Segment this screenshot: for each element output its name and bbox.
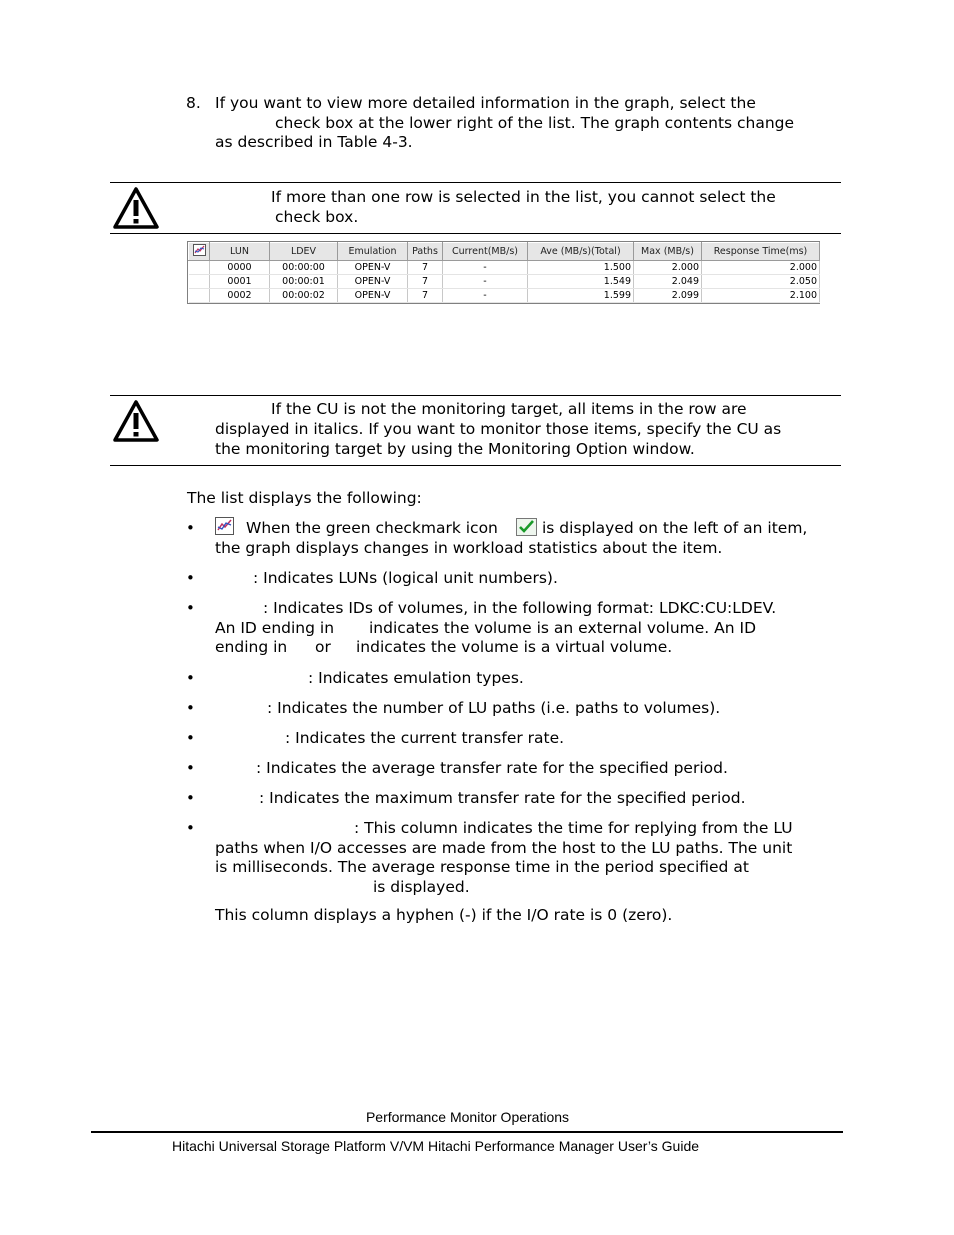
table-row[interactable]: [189, 261, 820, 275]
bullet-3-text-c2: or: [315, 638, 331, 656]
lun-cell: 0001: [210, 275, 270, 289]
ldev-cell: 00:00:02: [270, 289, 338, 303]
column-header-emulation[interactable]: Emulation: [338, 243, 408, 261]
warning-triangle-icon: [112, 399, 160, 443]
bullet-3-text-b1: An ID ending in: [215, 619, 335, 637]
note2-line-1: If the CU is not the monitoring target, all items in the row are: [271, 400, 747, 418]
graph-checkbox-cell[interactable]: [189, 261, 210, 275]
paths-cell: 7: [408, 261, 443, 275]
note1-top-rule: [110, 182, 841, 183]
ave-cell: 1.549: [528, 275, 634, 289]
note1-line-1: If more than one row is selected in the list, you cannot select the: [271, 188, 776, 206]
bullet-7-text: : Indicates the average transfer rate for the specified period.: [256, 759, 728, 777]
bullet-dot: •: [186, 599, 195, 617]
bullet-9-text-d: is displayed.: [373, 878, 470, 896]
graph-checkbox-cell[interactable]: [189, 275, 210, 289]
note1-bottom-rule: [110, 233, 841, 234]
bullet-3-text-b2: indicates the volume is an external volume. An ID: [369, 619, 757, 637]
bullet-8-text: : Indicates the maximum transfer rate for the specified period.: [259, 789, 746, 807]
column-header-response-time[interactable]: Response Time(ms): [702, 243, 820, 261]
emulation-cell: OPEN-V: [338, 289, 408, 303]
ldev-cell: 00:00:01: [270, 275, 338, 289]
emulation-cell: OPEN-V: [338, 261, 408, 275]
table-header-row: [189, 243, 820, 261]
max-cell: 2.049: [634, 275, 702, 289]
response-time-cell: 2.050: [702, 275, 820, 289]
bullet-1-text-a: When the green checkmark icon: [246, 519, 498, 537]
bullet-3-text-a: : Indicates IDs of volumes, in the following format: LDKC:CU:LDEV.: [263, 599, 777, 617]
bullet-dot: •: [186, 519, 195, 537]
bullet-dot: •: [186, 789, 195, 807]
step-line-3: as described in Table 4-3.: [215, 133, 413, 151]
current-cell: -: [443, 275, 528, 289]
bullet-3-text-c1: ending in: [215, 638, 288, 656]
lun-cell: 0002: [210, 289, 270, 303]
green-checkmark-icon: [516, 518, 537, 536]
lun-cell: 0000: [210, 261, 270, 275]
table-row[interactable]: [189, 275, 820, 289]
emulation-cell: OPEN-V: [338, 275, 408, 289]
graph-checkbox-cell[interactable]: [189, 289, 210, 303]
column-header-ldev[interactable]: LDEV: [270, 243, 338, 261]
column-header-lun[interactable]: LUN: [210, 243, 270, 261]
max-cell: 2.000: [634, 261, 702, 275]
paths-cell: 7: [408, 275, 443, 289]
paths-cell: 7: [408, 289, 443, 303]
bullet-dot: •: [186, 819, 195, 837]
ave-cell: 1.599: [528, 289, 634, 303]
note1-line-2: check box.: [275, 208, 359, 226]
warning-triangle-icon: [112, 186, 160, 230]
table-row[interactable]: [189, 289, 820, 303]
list-intro: The list displays the following:: [187, 489, 422, 507]
bullet-dot: •: [186, 759, 195, 777]
ldev-cell: 00:00:00: [270, 261, 338, 275]
footer-rule: [91, 1131, 843, 1133]
note2-line-3: the monitoring target by using the Monitoring Option window.: [215, 440, 695, 458]
bullet-5-text: : Indicates the number of LU paths (i.e. paths to volumes).: [267, 699, 721, 717]
bullet-9-text-c: is milliseconds. The average response time in the period specified at: [215, 858, 749, 876]
note2-line-2: displayed in italics. If you want to monitor those items, specify the CU as: [215, 420, 782, 438]
column-header-max[interactable]: Max (MB/s): [634, 243, 702, 261]
footer-section-title: Performance Monitor Operations: [365, 1109, 570, 1125]
note2-bottom-rule: [110, 465, 841, 466]
graph-column-icon: [215, 517, 234, 535]
column-header-current[interactable]: Current(MB/s): [443, 243, 528, 261]
step-number: 8.: [186, 94, 201, 112]
bullet-dot: •: [186, 569, 195, 587]
bullet-dot: •: [186, 729, 195, 747]
bullet-4-text: : Indicates emulation types.: [308, 669, 524, 687]
bullet-1-text-c: the graph displays changes in workload statistics about the item.: [215, 539, 723, 557]
column-header-paths[interactable]: Paths: [408, 243, 443, 261]
bullet-9-text-b: paths when I/O accesses are made from the host to the LU paths. The unit: [215, 839, 793, 857]
bullet-dot: •: [186, 669, 195, 687]
ave-cell: 1.500: [528, 261, 634, 275]
bullet-3-text-c3: indicates the volume is a virtual volume.: [356, 638, 673, 656]
bullet-6-text: : Indicates the current transfer rate.: [285, 729, 565, 747]
column-header-ave[interactable]: Ave (MB/s)(Total): [528, 243, 634, 261]
current-cell: -: [443, 261, 528, 275]
step-line-1: If you want to view more detailed information in the graph, select the: [215, 94, 756, 112]
step-line-2: check box at the lower right of the list. The graph contents change: [275, 114, 795, 132]
statistics-table: [187, 241, 820, 304]
bullet-1-text-b: is displayed on the left of an item,: [542, 519, 808, 537]
footer-guide-title: Hitachi Universal Storage Platform V/VM Hitachi Performance Manager User’s Guide: [172, 1138, 700, 1154]
response-time-cell: 2.100: [702, 289, 820, 303]
graph-column-header[interactable]: [189, 243, 210, 261]
response-time-cell: 2.000: [702, 261, 820, 275]
bullet-dot: •: [186, 699, 195, 717]
bullet-9-text-e: This column displays a hyphen (-) if the I/O rate is 0 (zero).: [215, 906, 673, 924]
bullet-9-text-a: : This column indicates the time for replying from the LU: [354, 819, 793, 837]
graph-checkbox-icon: [193, 244, 206, 256]
max-cell: 2.099: [634, 289, 702, 303]
bullet-2-text: : Indicates LUNs (logical unit numbers).: [253, 569, 558, 587]
note2-top-rule: [110, 395, 841, 396]
current-cell: -: [443, 289, 528, 303]
